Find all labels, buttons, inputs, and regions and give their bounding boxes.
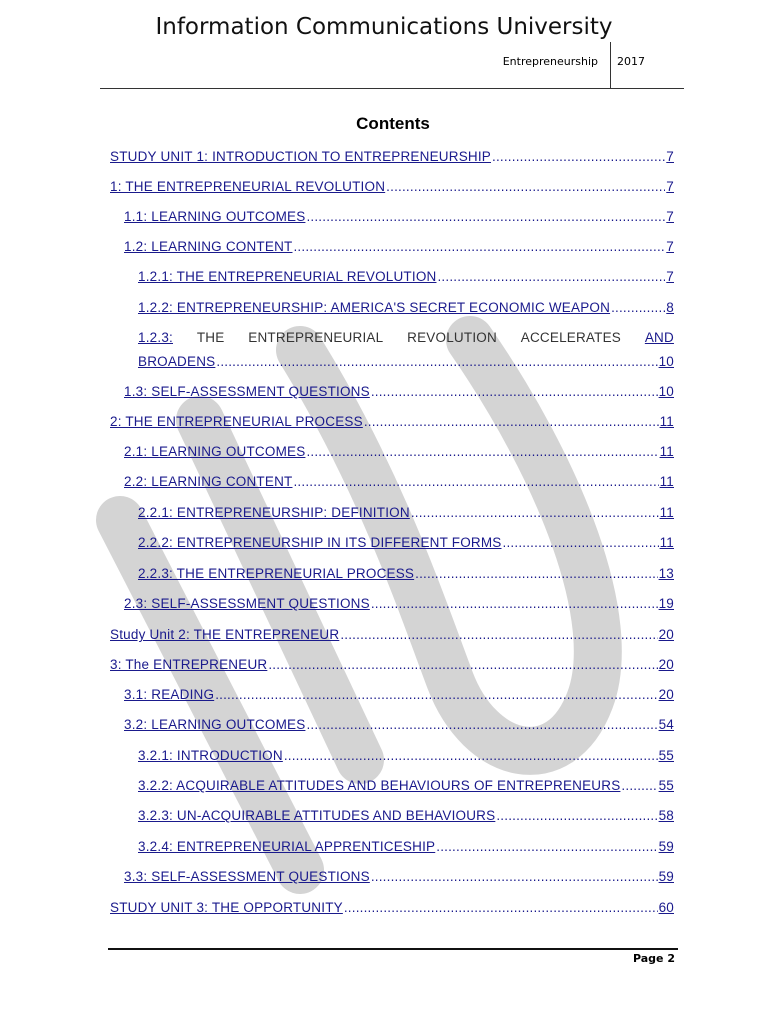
toc-entry[interactable] [138, 500, 674, 520]
toc-entry-word: ENTREPRENEURIAL [248, 330, 384, 345]
toc-leader-dots [386, 180, 665, 194]
toc-entry-label[interactable]: 2: THE ENTREPRENEURIAL PROCESS [110, 414, 363, 429]
toc-leader-dots [293, 475, 658, 489]
toc-leader-dots [436, 840, 657, 854]
toc-entry[interactable] [138, 773, 674, 793]
toc-entry-page[interactable]: 20 [658, 687, 674, 702]
toc-entry-page[interactable]: 11 [659, 444, 674, 459]
toc-entry-label[interactable]: 3.2.2: ACQUIRABLE ATTITUDES AND BEHAVIOURS OF ENTREPRENEURS [138, 778, 621, 793]
toc-entry-word: ACCELERATES [520, 330, 621, 345]
toc-entry-page[interactable]: 19 [658, 596, 674, 611]
toc-entry[interactable] [110, 652, 674, 672]
toc-entry[interactable] [124, 864, 674, 884]
toc-entry[interactable] [124, 712, 674, 732]
toc-entry-page[interactable]: 11 [659, 535, 674, 550]
toc-entry[interactable] [138, 803, 674, 823]
toc-leader-dots [306, 445, 658, 459]
toc-leader-dots [415, 567, 657, 581]
toc-entry-label[interactable]: STUDY UNIT 3: THE OPPORTUNITY [110, 900, 343, 915]
toc-entry[interactable] [124, 591, 674, 611]
toc-entry-label[interactable]: 2.2.3: THE ENTREPRENEURIAL PROCESS [138, 566, 415, 581]
toc-entry-page[interactable]: 20 [658, 627, 674, 642]
toc-entry[interactable] [138, 264, 674, 284]
toc-leader-dots [306, 718, 657, 732]
toc-entry[interactable] [124, 204, 674, 224]
toc-leader-dots [496, 809, 657, 823]
toc-entry-label[interactable]: 3: The ENTREPRENEUR [110, 657, 268, 672]
toc-entry[interactable] [138, 349, 674, 369]
toc-entry-page[interactable]: 59 [658, 869, 674, 884]
toc-entry-label[interactable]: 2.2.2: ENTREPRENEURSHIP IN ITS DIFFERENT FORMS [138, 535, 502, 550]
toc-entry-page[interactable]: 10 [658, 384, 674, 399]
university-title: Information Communications University [155, 14, 613, 40]
toc-entry-page[interactable]: 55 [658, 748, 674, 763]
header-year: 2017 [617, 55, 645, 68]
toc-leader-dots [371, 385, 658, 399]
toc-leader-dots [503, 536, 659, 550]
toc-leader-dots [411, 506, 659, 520]
contents-heading: Contents [356, 114, 430, 133]
toc-leader-dots [293, 240, 665, 254]
toc-entry-page[interactable]: 11 [659, 414, 674, 429]
toc-entry-label[interactable]: 2.3: SELF-ASSESSMENT QUESTIONS [124, 596, 370, 611]
toc-leader-dots [437, 270, 665, 284]
toc-entry[interactable] [124, 379, 674, 399]
toc-entry-page[interactable]: 60 [658, 900, 674, 915]
toc-entry-page[interactable]: 55 [658, 778, 674, 793]
toc-entry[interactable] [124, 682, 674, 702]
toc-entry-page[interactable]: 7 [666, 179, 674, 194]
toc-entry-page[interactable]: 7 [666, 149, 674, 164]
toc-entry[interactable] [138, 295, 674, 315]
toc-entry-label[interactable]: 3.1: READING [124, 687, 215, 702]
toc-entry-page[interactable]: 11 [659, 505, 674, 520]
toc-entry-label[interactable]: 1: THE ENTREPRENEURIAL REVOLUTION [110, 179, 386, 194]
toc-entry-word: REVOLUTION [407, 330, 497, 345]
header-course: Entrepreneurship [502, 55, 598, 68]
toc-entry-word[interactable]: AND [644, 330, 674, 345]
toc-entry-label[interactable]: 1.2: LEARNING CONTENT [124, 239, 293, 254]
toc-leader-dots [371, 870, 658, 884]
toc-entry[interactable] [124, 439, 674, 459]
toc-leader-dots [621, 779, 657, 793]
toc-leader-dots [284, 749, 658, 763]
toc-leader-dots [215, 688, 657, 702]
toc-entry[interactable] [138, 530, 674, 550]
toc-leader-dots [611, 301, 665, 315]
toc-entry-label[interactable]: 2.2: LEARNING CONTENT [124, 474, 293, 489]
toc-entry[interactable] [110, 622, 674, 642]
toc-entry-page[interactable]: 7 [666, 239, 674, 254]
toc-entry-label[interactable]: 3.3: SELF-ASSESSMENT QUESTIONS [124, 869, 370, 884]
header-divider [610, 42, 611, 88]
toc-entry[interactable] [124, 234, 674, 254]
toc-entry-label[interactable]: 3.2: LEARNING OUTCOMES [124, 717, 306, 732]
toc-entry-page[interactable]: 13 [658, 566, 674, 581]
toc-leader-dots [492, 150, 665, 164]
toc-entry[interactable] [110, 144, 674, 164]
toc-entry-label[interactable]: 1.2.2: ENTREPRENEURSHIP: AMERICA'S SECRET ECONOMIC WEAPON [138, 300, 611, 315]
toc-entry[interactable] [110, 895, 674, 915]
toc-entry[interactable] [124, 469, 674, 489]
toc-entry-1-2-3-first-line[interactable] [138, 325, 674, 345]
footer-rule [108, 948, 678, 950]
toc-entry-label[interactable]: 1.2.1: THE ENTREPRENEURIAL REVOLUTION [138, 269, 437, 284]
toc-entry-page[interactable]: 11 [659, 474, 674, 489]
toc-leader-dots [364, 415, 659, 429]
toc-leader-dots [340, 628, 657, 642]
toc-leader-dots [306, 210, 665, 224]
toc-entry[interactable] [110, 174, 674, 194]
toc-entry-page[interactable]: 10 [658, 354, 674, 369]
toc-entry-page[interactable]: 58 [658, 808, 674, 823]
toc-entry[interactable] [110, 409, 674, 429]
toc-entry-number[interactable]: 1.2.3: [138, 330, 173, 345]
toc-entry-label[interactable]: 3.2.4: ENTREPRENEURIAL APPRENTICESHIP [138, 839, 436, 854]
toc-entry-label[interactable]: 2.2.1: ENTREPRENEURSHIP: DEFINITION [138, 505, 410, 520]
toc-entry-label[interactable]: Study Unit 2: THE ENTREPRENEUR [110, 627, 340, 642]
toc-leader-dots [268, 658, 657, 672]
toc-entry[interactable] [138, 743, 674, 763]
header-rule [100, 88, 684, 89]
page-number: Page 2 [632, 952, 675, 965]
toc-entry-label[interactable]: 2.1: LEARNING OUTCOMES [124, 444, 306, 459]
toc-entry-page[interactable]: 7 [666, 209, 674, 224]
toc-entry[interactable] [138, 834, 674, 854]
toc-entry-page[interactable]: 20 [658, 657, 674, 672]
toc-entry-label[interactable]: BROADENS [138, 354, 216, 369]
toc-entry-label[interactable]: 3.2.3: UN-ACQUIRABLE ATTITUDES AND BEHAVIOURS [138, 808, 496, 823]
toc-entry-word: THE [196, 330, 225, 345]
toc-leader-dots [371, 597, 658, 611]
toc-entry-label[interactable]: 3.2.1: INTRODUCTION [138, 748, 283, 763]
toc-leader-dots [216, 355, 657, 369]
toc-entry-page[interactable]: 8 [666, 300, 674, 315]
toc-entry-page[interactable]: 54 [658, 717, 674, 732]
toc-entry-label[interactable]: STUDY UNIT 1: INTRODUCTION TO ENTREPRENEURSHIP [110, 149, 491, 164]
toc-entry-page[interactable]: 7 [666, 269, 674, 284]
toc-entry-label[interactable]: 1.3: SELF-ASSESSMENT QUESTIONS [124, 384, 370, 399]
toc-entry-label[interactable]: 1.1: LEARNING OUTCOMES [124, 209, 306, 224]
toc-entry-page[interactable]: 59 [658, 839, 674, 854]
toc-entry[interactable] [138, 561, 674, 581]
toc-leader-dots [344, 901, 658, 915]
